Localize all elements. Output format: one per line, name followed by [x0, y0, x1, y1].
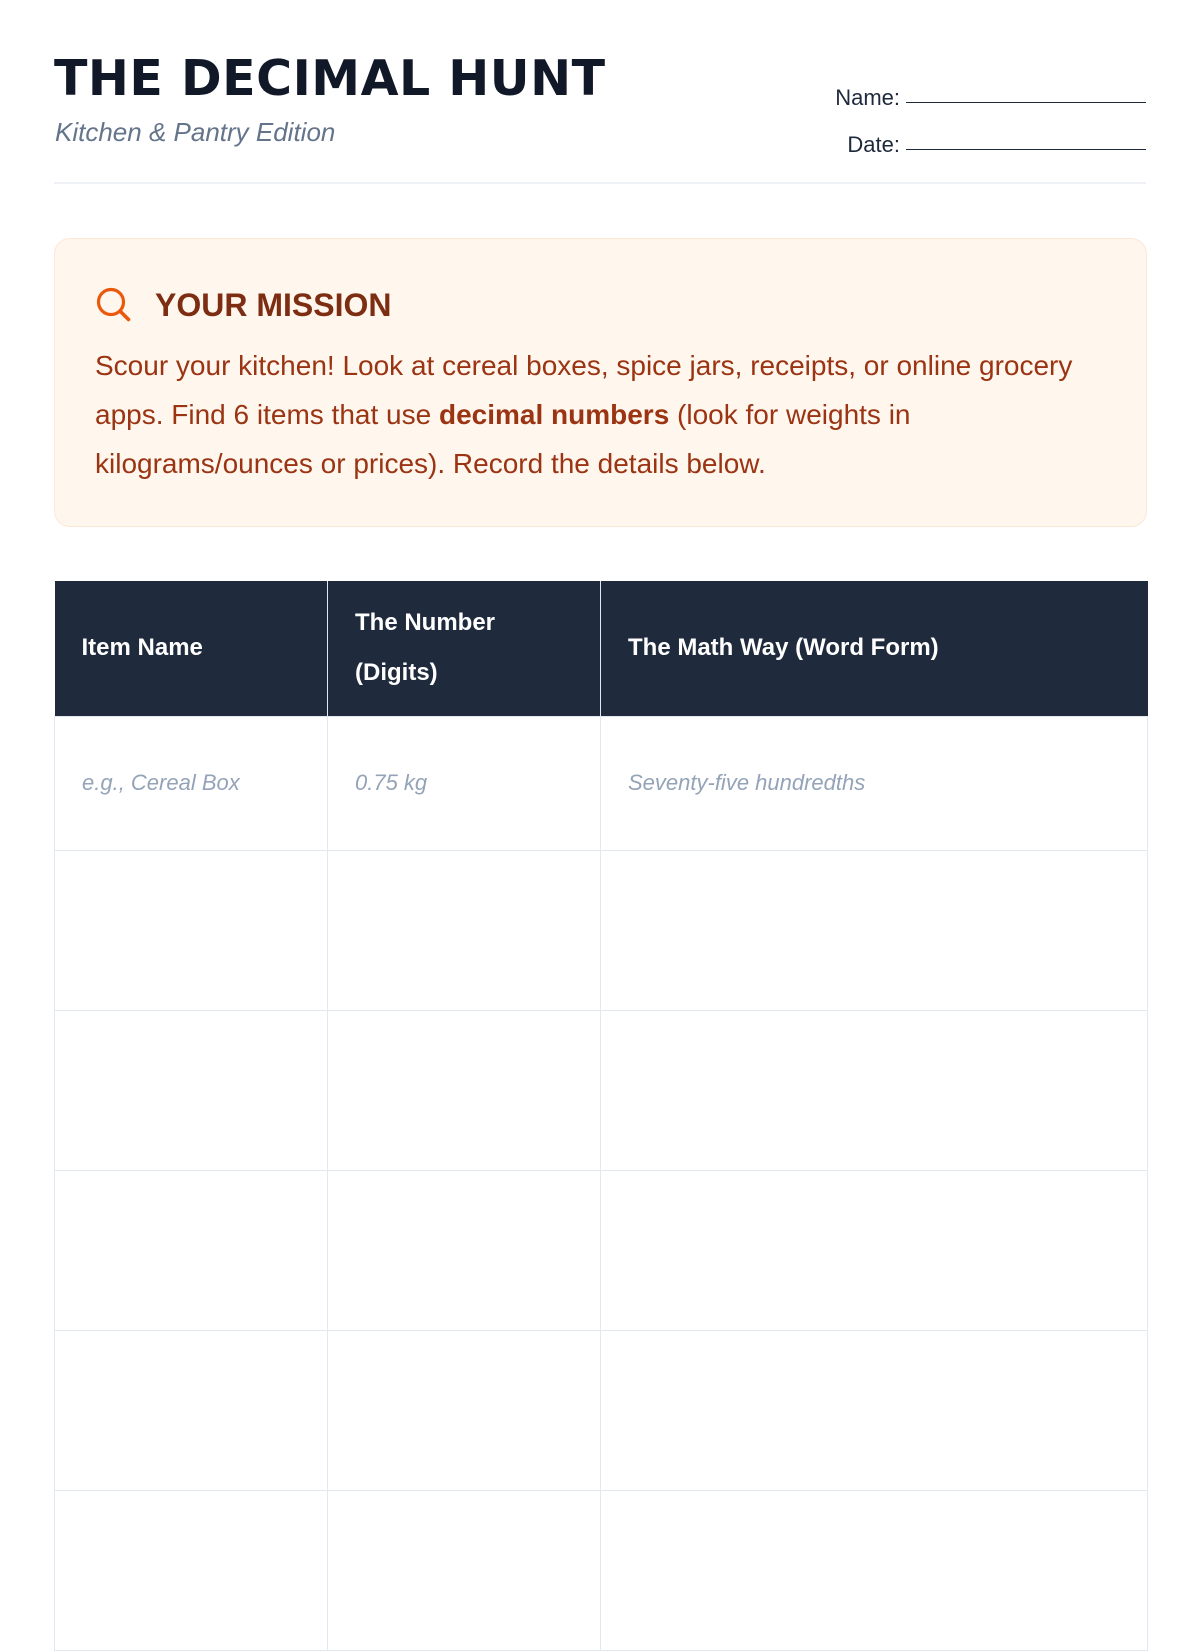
name-label: Name: [835, 85, 900, 110]
item-name-cell[interactable] [55, 1490, 328, 1650]
example-word-form: Seventy-five hundredths [601, 716, 1148, 850]
date-label: Date: [847, 132, 900, 157]
hunt-table [54, 581, 1147, 1651]
word-form-cell[interactable] [601, 1170, 1148, 1330]
column-header-word-form: The Math Way (Word Form) [601, 581, 1148, 716]
page-subtitle: Kitchen & Pantry Edition [55, 117, 336, 147]
mission-instructions [95, 341, 1106, 488]
item-name-cell[interactable] [55, 1010, 328, 1170]
name-row [816, 64, 1146, 111]
word-form-cell[interactable] [601, 850, 1148, 1010]
number-cell[interactable] [328, 1330, 601, 1490]
mission-heading [95, 281, 1106, 329]
table-row [55, 1490, 1148, 1650]
example-number: 0.75 kg [328, 716, 601, 850]
number-cell[interactable] [328, 850, 601, 1010]
item-name-cell[interactable] [55, 1170, 328, 1330]
number-cell[interactable] [328, 1170, 601, 1330]
date-field[interactable] [906, 129, 1146, 150]
worksheet-header [54, 0, 1146, 184]
table-row [55, 1170, 1148, 1330]
table-row [55, 1330, 1148, 1490]
item-name-cell[interactable] [55, 1330, 328, 1490]
date-row [816, 111, 1146, 158]
number-cell[interactable] [328, 1010, 601, 1170]
column-header-number: The Number (Digits) [328, 581, 601, 716]
student-info [816, 64, 1146, 158]
table-header-row [55, 581, 1148, 716]
word-form-cell[interactable] [601, 1010, 1148, 1170]
example-row [55, 716, 1148, 850]
mission-box [54, 238, 1147, 527]
mission-title: YOUR MISSION [155, 286, 392, 323]
search-icon [95, 286, 133, 324]
number-cell[interactable] [328, 1490, 601, 1650]
example-item-name: e.g., Cereal Box [55, 716, 328, 850]
word-form-cell[interactable] [601, 1330, 1148, 1490]
page-title: THE DECIMAL HUNT [54, 50, 606, 107]
word-form-cell[interactable] [601, 1490, 1148, 1650]
column-header-item-name: Item Name [55, 581, 328, 716]
item-name-cell[interactable] [55, 850, 328, 1010]
name-field[interactable] [906, 82, 1146, 103]
table-row [55, 1010, 1148, 1170]
table-row [55, 850, 1148, 1010]
mission-text-emphasis: decimal numbers [438, 399, 670, 430]
mission-text-end: (look for weights in kilograms/ounces or prices). Record the details below. [95, 399, 911, 479]
mission-text-start: Scour your kitchen! Look at cereal boxes, spice jars, receipts, or online grocery apps. Find 6 items that use [95, 350, 1073, 430]
